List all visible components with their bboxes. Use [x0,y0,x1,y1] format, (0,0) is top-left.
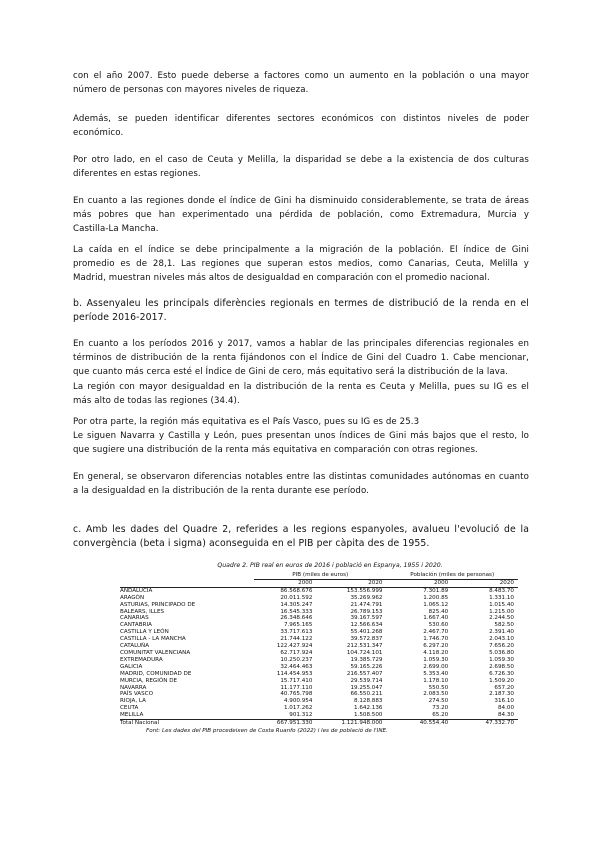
value-cell: 274.50 [428,698,449,705]
text-line: diferentes en estas regiones. [73,169,201,180]
value-cell: 114.454.953 [276,670,313,677]
value-cell: 657.20 [494,684,514,691]
value-cell: 1.509.20 [489,677,514,684]
paragraph-8 [73,470,529,498]
value-cell: 216.557.407 [346,670,383,677]
value-cell: 901.312 [289,712,313,719]
text-line: Castilla-La Mancha. [73,224,159,235]
text-line: Le siguen Navarra y Castilla y León, pues presentan unos índices de Gini más bajos que el resto, lo [73,431,529,442]
value-cell: 212.531.347 [346,643,383,650]
value-cell: 1.331.10 [489,594,514,601]
table-row [120,671,518,678]
value-cell: 40.554.40 [386,720,452,727]
value-cell: 7.965.165 [283,622,313,629]
region-name-cell: COMUNITAT VALENCIANA [120,649,191,656]
region-name-cell: CANARIAS [120,615,149,622]
paragraph-1 [73,69,529,97]
region-name-cell: GALICIA [120,663,143,670]
text-line: convergència (beta i sigma) aconseguida en el PIB per càpita des de 1955. [73,538,430,550]
gdp-population-table [120,561,522,735]
value-cell: 1.178.10 [423,677,449,684]
value-cell: 825.40 [428,608,449,615]
value-cell: 122.427.924 [276,643,313,650]
value-cell: 4.900.954 [283,698,313,705]
text-line: període 2016-2017. [73,312,167,324]
table-total-row [120,720,518,727]
table-row [120,678,518,685]
value-cell: 1.667.40 [423,615,449,622]
value-cell: 2.698.50 [489,663,514,670]
value-cell: 84.30 [497,712,514,719]
value-cell: 2.083.50 [423,691,449,698]
value-cell: 21.744.122 [280,636,313,643]
value-cell: 19.385.729 [350,656,383,663]
value-cell: 7.301.89 [423,587,449,594]
value-cell: 26.348.646 [280,615,313,622]
value-cell: 1.059.30 [489,656,514,663]
region-name-cell: CEUTA [120,705,139,712]
data-table [120,572,518,727]
region-name-cell: PAÍS VASCO [120,691,153,698]
text-line: a la desigualdad en la distribución de la renta durante ese período. [73,486,370,497]
region-name-cell: CANTABRIA [120,622,152,629]
text-line: número de personas con mayores niveles de riqueza. [73,85,309,96]
value-cell: 47.332.70 [452,720,518,727]
value-cell: 62.717.924 [280,649,313,656]
text-line: más alto de todas las regiones (34.4). [73,395,240,406]
value-cell: 4.118.20 [423,649,449,656]
region-name-cell: CATALUÑA [120,643,150,650]
paragraph-7 [73,415,529,458]
value-cell: 20.011.592 [280,594,313,601]
value-cell: 40.765.798 [280,691,313,698]
value-cell: 14.305.247 [280,601,313,608]
value-cell: 2.244.50 [489,615,514,622]
text-line: promedio es de 28,1. Las regiones que superan estos medios, como Canarias, Ceuta, Melilla y [73,259,529,270]
value-cell: 153.556.999 [346,587,383,594]
value-cell: 1.642.136 [354,705,383,712]
table-row [120,602,518,609]
table-row [120,622,518,629]
value-cell: 6.726.30 [489,670,514,677]
paragraph-2 [73,112,529,140]
value-cell: 5.036.80 [489,649,514,656]
value-cell: 33.717.613 [280,629,313,636]
text-line: b. Assenyaleu les principals diferències regionals en termes de distribució de la renda en el [73,298,529,309]
question-b [73,297,529,325]
text-line: con el año 2007. Esto puede deberse a factores como un aumento en la población o una mayor [73,71,529,81]
value-cell: 29.539.714 [350,677,383,684]
value-cell: 2.187.30 [489,691,514,698]
region-name-cell: Total Nacional [120,720,254,727]
paragraph-6 [73,337,529,408]
table-row [120,685,518,692]
text-line: Por otra parte, la región más equitativa es el País Vasco, pues su IG es de 25.3 [73,417,420,427]
value-cell: 5.353.40 [423,670,449,677]
header-year: 2020 [452,579,518,587]
region-name-cell: ANDALUCÍA [120,587,153,594]
value-cell: 316.10 [494,698,514,705]
value-cell: 550.50 [428,684,449,691]
text-line: económico. [73,128,124,139]
region-name-cell: NAVARRA [120,684,147,691]
header-year: 2020 [316,579,386,587]
text-line: términos de distribución de la renta fijándonos con el Índice de Gini del Cuadro 1. Cabe mencionar, [73,353,529,364]
value-cell: 39.167.597 [350,615,383,622]
region-name-cell: MURCIA, REGIÓN DE [120,677,178,684]
region-name-cell: MELILLA [120,712,144,719]
value-cell: 530.60 [428,622,449,629]
text-line: La región con mayor desigualdad en la distribución de la renta es Ceuta y Melilla, pues su IG es el [73,381,529,392]
paragraph-4 [73,194,529,237]
value-cell: 66.550.211 [350,691,383,698]
region-name-cell: RIOJA, LA [120,698,146,705]
table-row [120,609,518,616]
table-row [120,629,518,636]
table-row [120,698,518,705]
value-cell: 582.50 [494,622,514,629]
value-cell: 21.474.791 [350,601,383,608]
table-source-note: Font: Les dades del PIB procedeixen de Costa Ruanfo (2022) i les de població de l'INE. [146,727,388,734]
value-cell: 1.065.12 [423,601,449,608]
value-cell: 19.255.047 [350,684,383,691]
paragraph-5 [73,243,529,286]
table-row [120,664,518,671]
value-cell: 2.391.40 [489,629,514,636]
value-cell: 1.200.85 [423,594,449,601]
value-cell: 11.177.110 [280,684,313,691]
table-row [120,705,518,712]
value-cell: 10.250.237 [280,656,313,663]
text-line: que sugiere una distribución de la renta más equitativa en comparación con otras regiones. [73,445,478,456]
value-cell: 84.00 [497,705,514,712]
question-c [73,523,529,551]
value-cell: 86.568.676 [280,587,313,594]
value-cell: 32.464.463 [280,663,313,670]
value-cell: 104.724.101 [346,649,383,656]
header-spacer [120,579,254,587]
text-line: que cuanto más cerca esté el Índice de Gini de cero, más equitativo será la distribución de la lava. [73,367,509,378]
value-cell: 1.017.262 [283,705,313,712]
value-cell: 73.20 [432,705,449,712]
text-line: En cuanto a los períodos 2016 y 2017, vamos a hablar de las principales diferencias regionales en [73,339,529,349]
value-cell: 15.717.410 [280,677,313,684]
region-name-cell: CASTILLA Y LEÓN [120,629,169,636]
value-cell: 8.128.883 [354,698,383,705]
value-cell: 2.699.00 [423,663,449,670]
region-name-cell: ARAGÓN [120,594,145,601]
text-line: Por otro lado, en el caso de Ceuta y Melilla, la disparidad se debe a la existencia de dos culturas [73,155,529,165]
header-group-pib: PIB (miles de euros) [254,572,386,579]
value-cell: 2.467.70 [423,629,449,636]
table-row [120,643,518,650]
value-cell: 8.483.70 [489,587,514,594]
text-line: En cuanto a las regiones donde el índice de Gini ha disminuido considerablemente, se trata de áreas [73,196,529,206]
table-row [120,712,518,719]
text-line: más pobres que han experimentado una pérdida de población, como Extremadura, Murcia y [73,210,529,221]
value-cell: 39.572.837 [350,636,383,643]
header-group-population: Población (miles de personas) [386,572,518,579]
value-cell: 16.545.333 [280,608,313,615]
header-year: 2000 [386,579,452,587]
value-cell: 1.059.30 [423,656,449,663]
region-name-cell: MADRID, COMUNIDAD DE [120,670,192,677]
value-cell: 1.215.00 [489,608,514,615]
table-row [120,636,518,643]
header-spacer [120,572,254,579]
value-cell: 26.789.153 [350,608,383,615]
text-line: Madrid, muestran niveles más altos de desigualdad en comparación con el promedio nacional. [73,273,490,284]
value-cell: 1.746.70 [423,636,449,643]
value-cell: 65.20 [432,712,449,719]
text-line: c. Amb les dades del Quadre 2, referides a les regions espanyoles, avalueu l'evolució de la [73,524,529,535]
value-cell: 667.951.330 [254,720,316,727]
table-row [120,650,518,657]
value-cell: 6.297.20 [423,643,449,650]
value-cell: 12.566.634 [350,622,383,629]
region-name-cell: BALEARS, ILLES [120,608,165,615]
value-cell: 7.656.20 [489,643,514,650]
text-line: La caída en el índice se debe principalmente a la migración de la población. El índice de Gini [73,245,529,255]
table-row [120,691,518,698]
region-name-cell: ASTURIAS, PRINCIPADO DE [120,601,196,608]
text-line: Además, se pueden identificar diferentes sectores económicos con distintos niveles de poder [73,114,529,124]
table-row [120,657,518,664]
header-year: 2000 [254,579,316,587]
paragraph-3 [73,153,529,181]
value-cell: 1.508.500 [354,712,383,719]
table-row [120,587,518,594]
value-cell: 1.015.40 [489,601,514,608]
table-title: Quadre 2. PIB real en euros de 2016 i població en Espanya, 1955 i 2020. [217,562,443,569]
text-line: En general, se observaron diferencias notables entre las distintas comunidades autónomas en cuanto [73,472,529,482]
value-cell: 59.165.226 [350,663,383,670]
value-cell: 1.121.948.000 [316,720,386,727]
table-row [120,615,518,622]
table-row [120,595,518,602]
value-cell: 2.043.10 [489,636,514,643]
region-name-cell: EXTREMADURA [120,656,163,663]
value-cell: 55.401.268 [350,629,383,636]
value-cell: 35.269.962 [350,594,383,601]
region-name-cell: CASTILLA - LA MANCHA [120,636,186,643]
